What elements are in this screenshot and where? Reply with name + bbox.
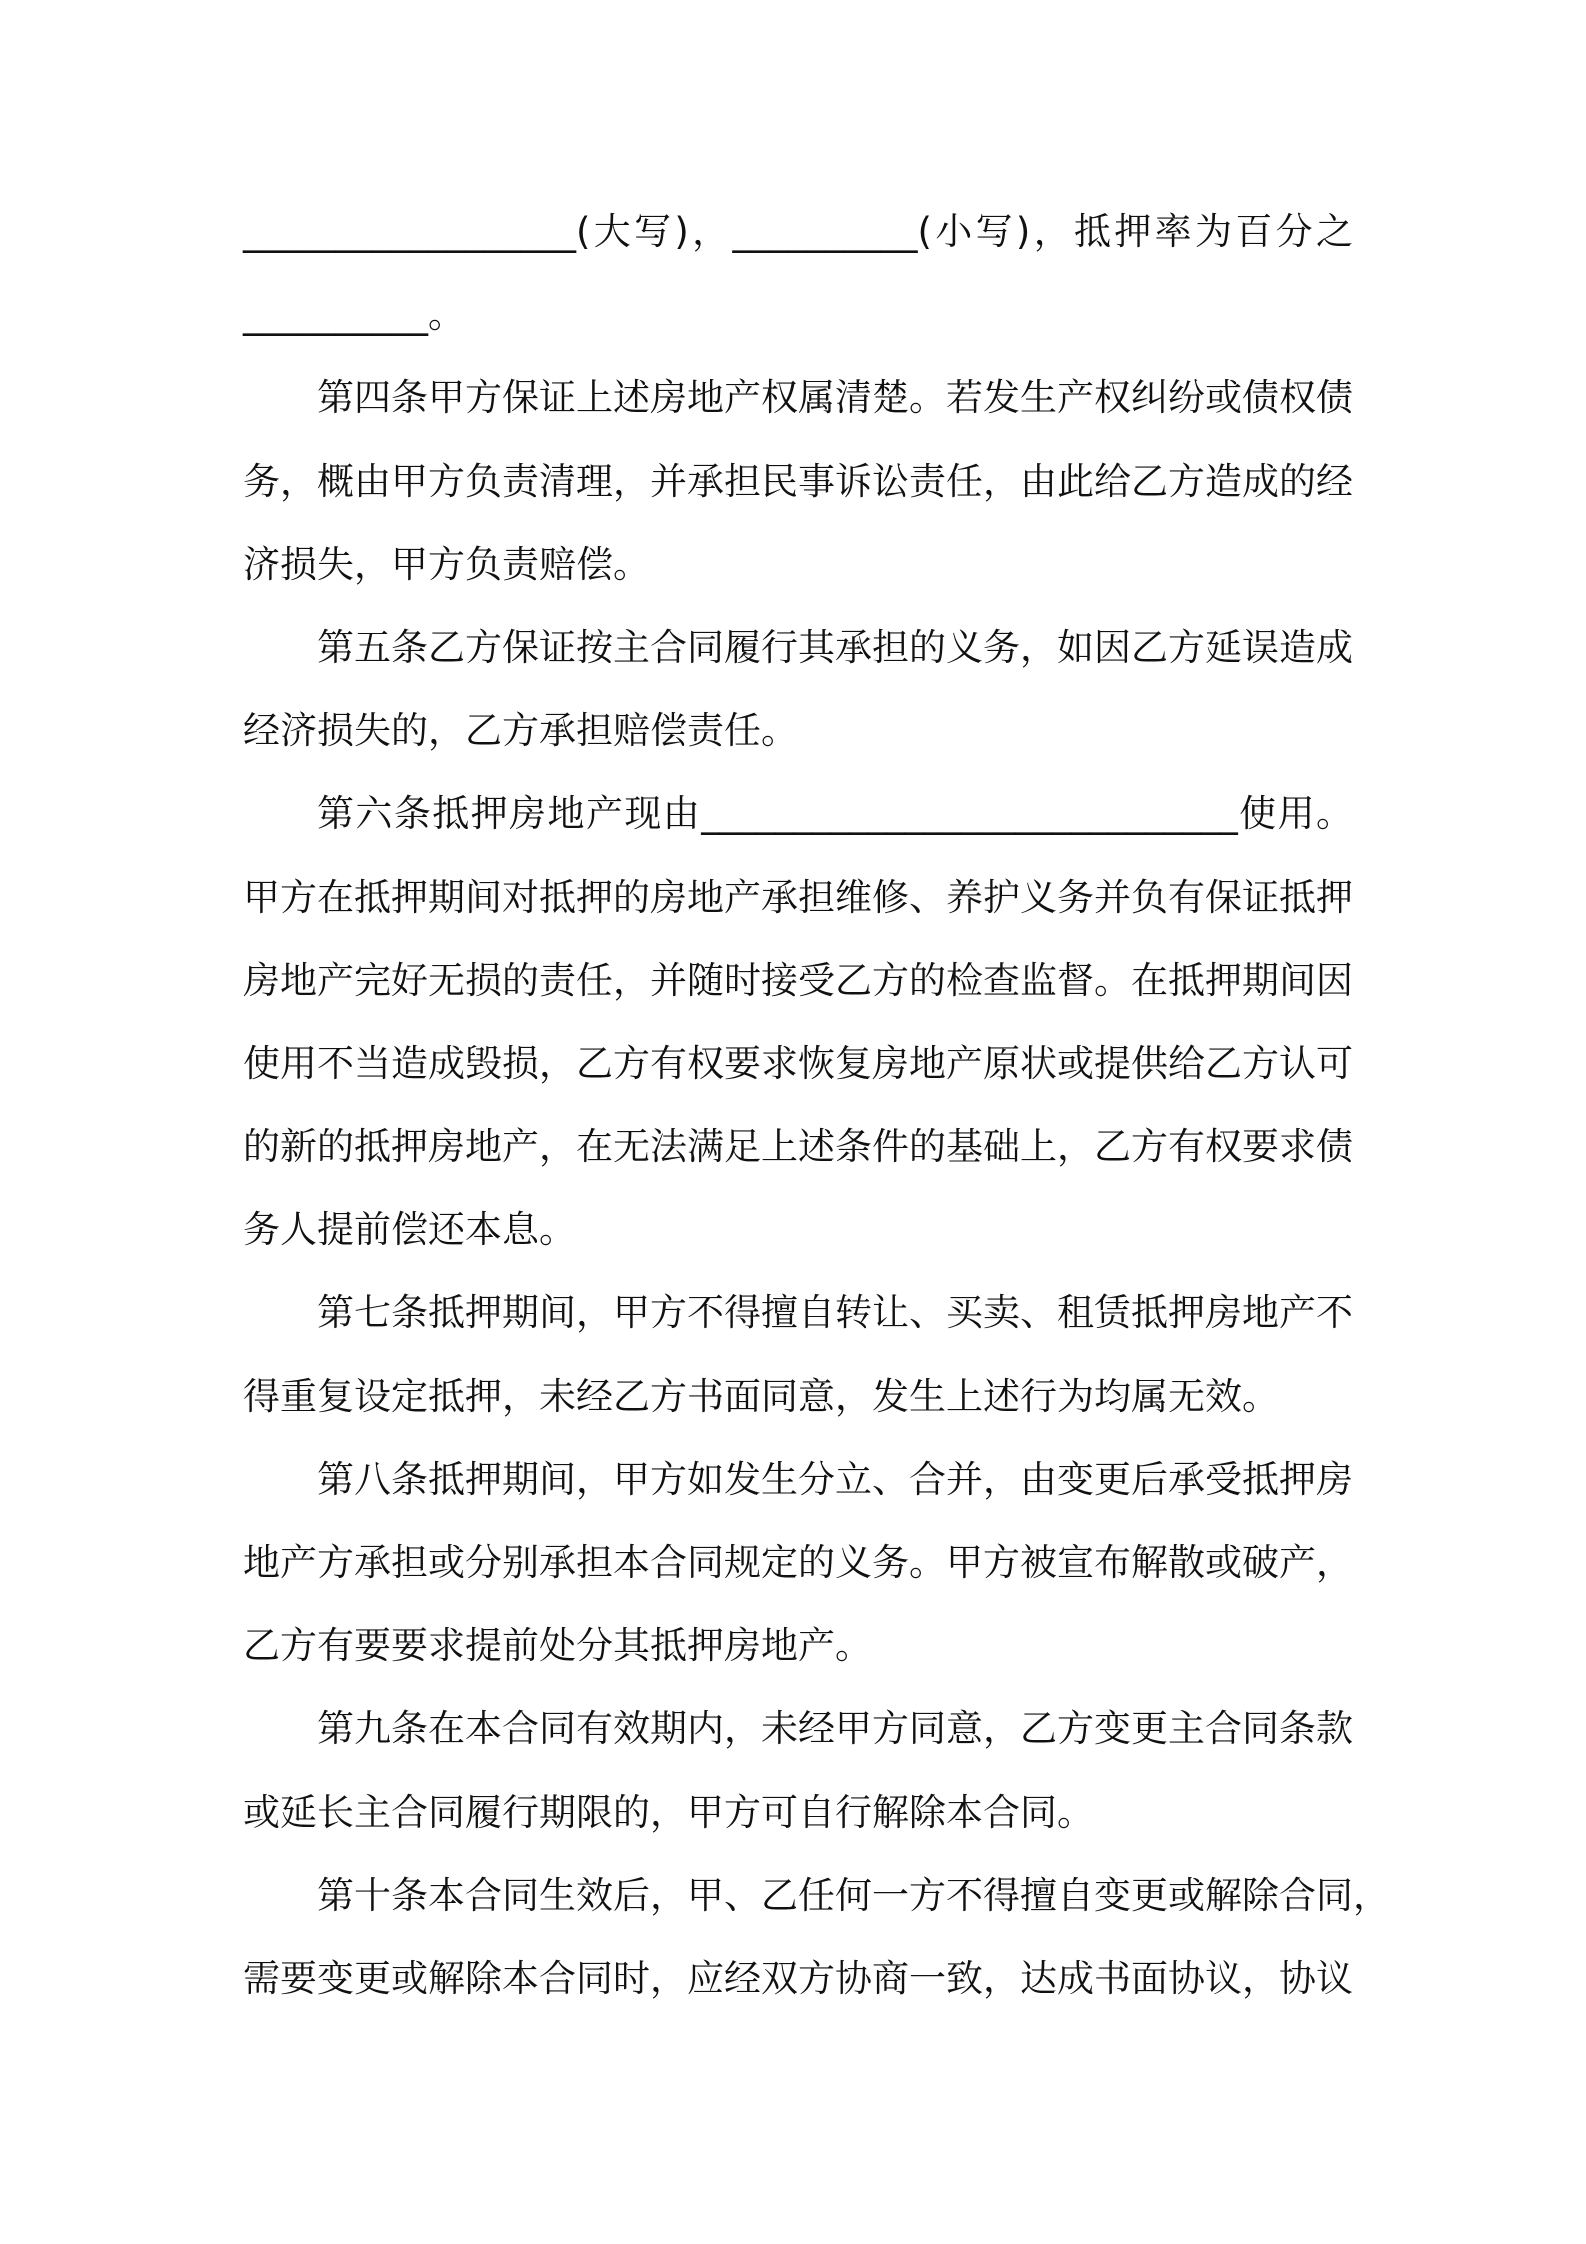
text-line: __________。: [243, 293, 465, 337]
text-line: 房地产完好无损的责任，并随时接受乙方的检查监督。在抵押期间因: [243, 958, 1353, 1002]
text-line: 第四条甲方保证上述房地产权属清楚。若发生产权纠纷或债权债: [317, 376, 1353, 420]
text-line: 济损失，甲方负责赔偿。: [243, 542, 650, 586]
text-line: 甲方在抵押期间对抵押的房地产承担维修、养护义务并负有保证抵押: [243, 875, 1353, 919]
text-line: __________________(大写)，__________(小写)，抵押率为百分之: [243, 210, 1353, 253]
text-line: 第十条本合同生效后，甲、乙任何一方不得擅自变更或解除合同，: [317, 1873, 1390, 1917]
text-line: 的新的抵押房地产，在无法满足上述条件的基础上，乙方有权要求债: [243, 1125, 1353, 1169]
text-line: 第七条抵押期间，甲方不得擅自转让、买卖、租赁抵押房地产不: [317, 1291, 1353, 1335]
text-line: 得重复设定抵押，未经乙方书面同意，发生上述行为均属无效。: [243, 1374, 1279, 1418]
document-body: [243, 190, 1390, 2020]
text-line: 第九条在本合同有效期内，未经甲方同意，乙方变更主合同条款: [317, 1707, 1353, 1751]
text-line: 地产方承担或分别承担本合同规定的义务。甲方被宣布解散或破产，: [243, 1541, 1353, 1584]
text-line: 需要变更或解除本合同时，应经双方协商一致，达成书面协议，协议: [243, 1956, 1353, 2000]
text-line: 经济损失的，乙方承担赔偿责任。: [243, 709, 798, 753]
text-line: 或延长主合同履行期限的，甲方可自行解除本合同。: [243, 1790, 1094, 1834]
text-line: 使用不当造成毁损，乙方有权要求恢复房地产原状或提供给乙方认可: [243, 1041, 1353, 1085]
text-line: 第六条抵押房地产现由_____________________________使用。: [317, 792, 1353, 836]
text-line: 乙方有要要求提前处分其抵押房地产。: [243, 1624, 872, 1668]
text-line: 务人提前偿还本息。: [243, 1208, 576, 1252]
text-line: 第八条抵押期间，甲方如发生分立、合并，由变更后承受抵押房: [317, 1457, 1353, 1501]
text-line: 务，概由甲方负责清理，并承担民事诉讼责任，由此给乙方造成的经: [243, 459, 1353, 503]
text-line: 第五条乙方保证按主合同履行其承担的义务，如因乙方延误造成: [317, 625, 1353, 669]
